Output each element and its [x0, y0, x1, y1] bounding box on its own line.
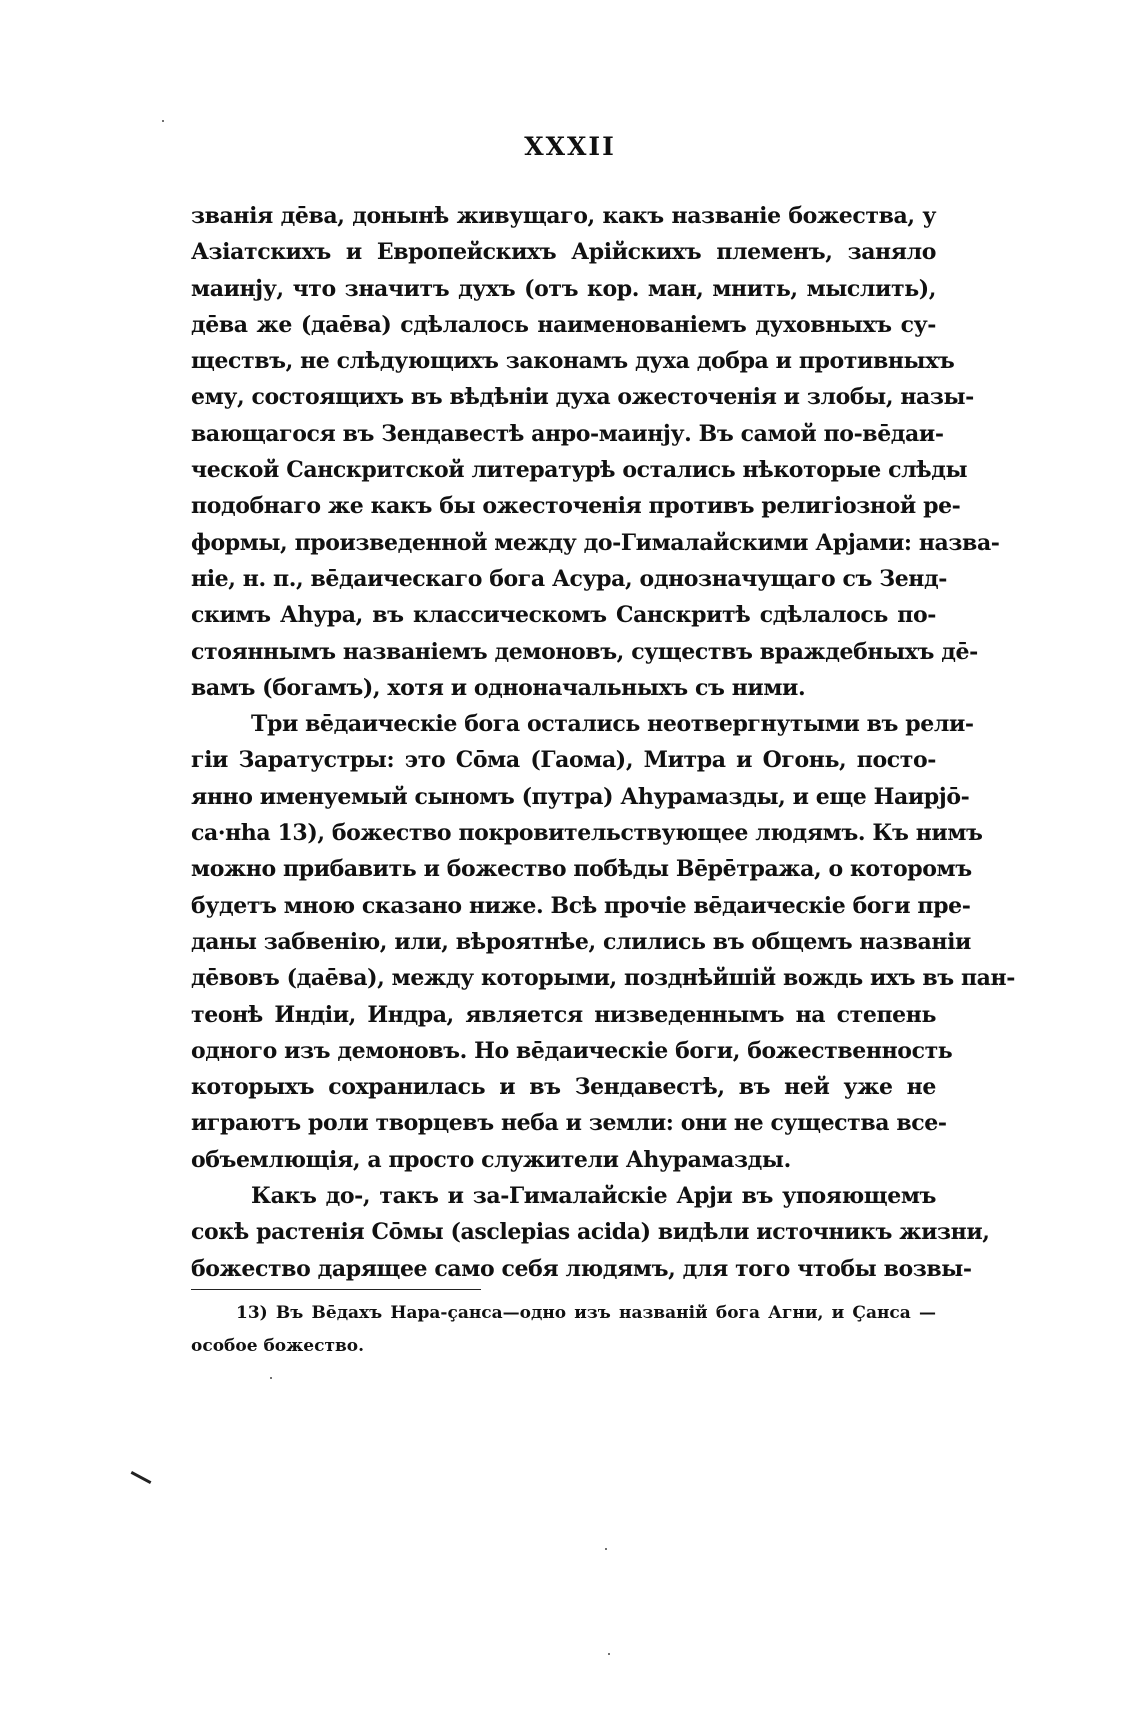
- text-line: божество дарящее само себя людямъ, для того чтобы возвы-: [191, 1255, 972, 1282]
- text-line: формы, произведенной между до-Гималайскими Арјами: назва-: [191, 529, 1000, 556]
- text-line: дēва же (даēва) сдѣлалось наименованіемъ духовныхъ су-: [191, 311, 936, 338]
- footnote-line: особое божество.: [191, 1336, 365, 1356]
- text-line: подобнаго же какъ бы ожесточенія противъ религіозной ре-: [191, 493, 961, 520]
- text-line: званія дēва, донынѣ живущаго, какъ названіе божества, у: [191, 203, 936, 229]
- footnote-divider: [191, 1289, 481, 1290]
- text-line: маинју, что значитъ духъ (отъ кор. ман, мнить, мыслить),: [191, 275, 936, 302]
- paragraph-start-line: Три вēдаическіе бога остались неотвергнутыми въ рели-: [251, 711, 974, 738]
- text-line: ществъ, не слѣдующихъ законамъ духа добра и противныхъ: [191, 348, 955, 375]
- text-line: ческой Санскритской литературѣ остались нѣкоторые слѣды: [191, 457, 968, 484]
- text-line: стояннымъ названіемъ демоновъ, существъ враждебныхъ дē-: [191, 638, 978, 665]
- footnote-line: 13) Въ Вēдахъ Нара-çанса—одно изъ названій бога Агни, и Çанса —: [236, 1303, 936, 1323]
- text-line: можно прибавить и божество побѣды Вēрēтража, о которомъ: [191, 856, 972, 883]
- text-line: объемлющія, а просто служители Аhурамазды.: [191, 1146, 791, 1173]
- text-line: ему, состоящихъ въ вѣдѣніи духа ожесточенія и злобы, назы-: [191, 384, 974, 411]
- scan-speck: [605, 1548, 607, 1550]
- page-number: XXXII: [524, 132, 616, 161]
- text-line: вающагося въ Зендавестѣ анро-маинју. Въ самой по-вēдаи-: [191, 420, 944, 447]
- text-line: скимъ Аhура, въ классическомъ Санскритѣ сдѣлалось по-: [191, 602, 936, 629]
- text-line: сокѣ растенія Сōмы (asclepias acida) видѣли источникъ жизни,: [191, 1219, 990, 1246]
- text-line: играютъ роли творцевъ неба и земли: они не существа все-: [191, 1110, 947, 1137]
- scan-speck: [270, 1377, 272, 1379]
- text-line: гіи Заратустры: это Сōма (Гаома), Митра и Огонь, посто-: [191, 747, 936, 774]
- text-line: будетъ мною сказано ниже. Всѣ прочіе вēдаическіе боги пре-: [191, 892, 971, 919]
- scan-mark: [131, 1471, 152, 1484]
- text-line: одного изъ демоновъ. Но вēдаическіе боги, божественность: [191, 1037, 953, 1064]
- paragraph-start-line: Какъ до-, такъ и за-Гималайскіе Арји въ упояющемъ: [251, 1183, 936, 1210]
- text-line: ніе, н. п., вēдаическаго бога Асура, однозначущаго съ Зенд-: [191, 565, 948, 592]
- scan-speck: [162, 120, 164, 122]
- text-line: са·нhа 13), божество покровительствующее людямъ. Къ нимъ: [191, 820, 983, 847]
- text-line: даны забвенію, или, вѣроятнѣе, слились въ общемъ названіи: [191, 928, 971, 955]
- text-line: вамъ (богамъ), хотя и одноначальныхъ съ ними.: [191, 674, 806, 701]
- text-line: которыхъ сохранилась и въ Зендавестѣ, въ ней уже не: [191, 1074, 936, 1101]
- scan-speck: [608, 1653, 610, 1655]
- footnote: [191, 1297, 936, 1363]
- text-line: Азіатскихъ и Европейскихъ Арійскихъ племенъ, заняло: [191, 239, 936, 266]
- text-line: янно именуемый сыномъ (путра) Аhурамазды, и еще Наирјō-: [191, 783, 970, 810]
- body-text: [191, 198, 1015, 1287]
- text-line: теонѣ Индіи, Индра, является низведеннымъ на степень: [191, 1001, 936, 1028]
- text-line: дēвовъ (даēва), между которыми, позднѣйшій вождь ихъ въ пан-: [191, 965, 1015, 992]
